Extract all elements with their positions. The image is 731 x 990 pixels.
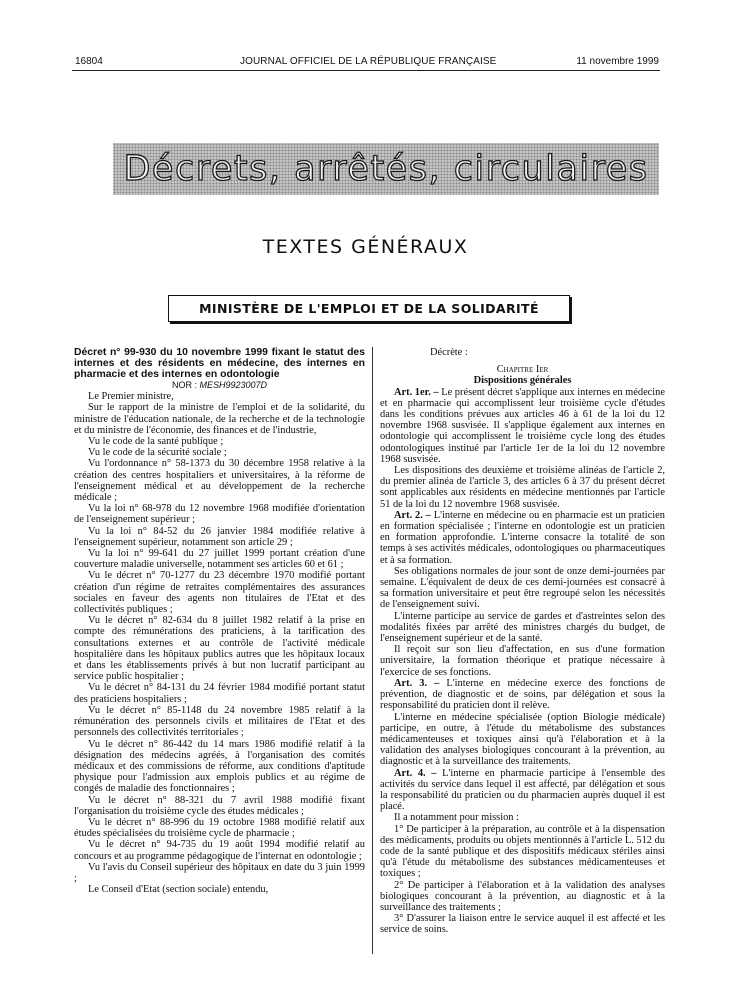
- article-text: L'interne participe au service de gardes et d'astreintes selon des modalités fixées par arrêté des ministres chargés du budget, de l'enseignement supérieur et de la santé.: [380, 610, 665, 645]
- article-number: Art. 4. –: [394, 767, 437, 779]
- article-paragraph: [380, 465, 665, 510]
- visa-paragraph: Vu la loi n° 84-52 du 26 janvier 1984 modifiée relative à l'enseignement supérieur, notamment son article 29 ;: [74, 525, 365, 548]
- issue-date: 11 novembre 1999: [576, 56, 659, 67]
- page-number: 16804: [75, 56, 103, 67]
- nor-reference: [74, 380, 365, 391]
- article-paragraph: [380, 880, 665, 914]
- article-text: L'interne en médecine exerce des fonctions de prévention, de diagnostic et de soins, par délégation et sous la responsabilité du praticien dont il relève.: [380, 677, 666, 712]
- visa-paragraph: Vu le décret n° 88-321 du 7 avril 1988 modifié fixant l'organisation du troisième cycle des études médicales ;: [74, 794, 365, 817]
- visa-paragraph: Vu l'avis du Conseil supérieur des hôpitaux en date du 3 juin 1999 ;: [74, 861, 365, 884]
- article-number: Art. 3. –: [394, 677, 440, 689]
- article-number: Art. 2. –: [394, 509, 431, 521]
- visa-paragraph: Le Conseil d'Etat (section sociale) entendu,: [88, 884, 269, 896]
- visa-paragraph: Vu le décret n° 82-634 du 8 juillet 1982 relatif à la prise en compte des rémunérations des praticiens, à la tarification des consultations externes et au contrôle de l'activité médicale hospitalière dans les hôpitaux publics autres que les hôpitaux locaux et dans les établissements privés à but non lucratif participant au service public hospitalier ;: [74, 615, 365, 683]
- article-text: 2° De participer à l'élaboration et à la validation des analyses biologiques concourant à la prévention, au diagnostic et à la surveillance des traitements ;: [380, 879, 665, 913]
- visa-paragraph: Le Premier ministre,: [88, 391, 174, 403]
- right-column: [380, 347, 665, 936]
- article-text: L'interne en médecine ou en pharmacie est un praticien en formation spécialisée ; l'interne en odontologie est un praticien en formation approfondie. L'interne consacre la totalité de son temps à ses activités médicales, odontologiques ou pharmaceutiques et à sa formation.: [380, 509, 665, 566]
- article-text: Les dispositions des deuxième et troisième alinéas de l'article 2, du premier alinéa de l'article 3, des articles 6 à 37 du présent décret sont applicables aux résidents en médecine mentionnés par l'article 51 de la loi du 12 novembre 1968 susvisée.: [380, 465, 665, 510]
- visa-paragraph: Vu le décret n° 84-131 du 24 février 1984 modifié portant statut des praticiens hospitaliers ;: [74, 682, 365, 705]
- decrete-line: Décrète :: [430, 347, 468, 358]
- article-paragraph: [380, 566, 665, 611]
- article-paragraph: [380, 611, 665, 645]
- visa-paragraph: Vu l'ordonnance n° 58-1373 du 30 décembre 1958 relative à la création des centres hospitaliers et universitaires, à la réforme de l'enseignement médical et au développement de la recherche médicale ;: [74, 458, 365, 504]
- visa-paragraph: Vu le décret n° 88-996 du 19 octobre 1988 modifié relatif aux études spécialisées du troisième cycle de pharmacie ;: [74, 816, 365, 840]
- visa-list: [74, 391, 365, 895]
- article-text: 1° De participer à la préparation, au contrôle et à la dispensation des médicaments, produits ou objets mentionnés à l'article L. 512 du code de la santé publique et des dispositifs médicaux stériles ainsi qu'à l'étude du métabolisme des substances médicamenteuses et toxiques ;: [380, 823, 665, 880]
- nor-code: MESH9923007D: [199, 380, 268, 390]
- column-divider: [372, 347, 373, 954]
- visa-paragraph: Vu le décret n° 70-1277 du 23 décembre 1970 modifié portant création d'un régime de retraites complémentaires des assurances sociales en faveur des agents non titulaires de l'Etat et des collectivités publiques ;: [74, 570, 365, 616]
- article-text: Le présent décret s'applique aux internes en médecine et en pharmacie qui accomplissent leur troisième cycle d'études dans les conditions prévues aux articles 46 à 61 de la loi du 12 novembre 1968 susvisée. Il s'applique également aux internes en odontologie qui accomplissent le troisième cycle long des études odontologiques institué par l'article 1er de la loi du 12 novembre 1968 susvisée.: [380, 386, 665, 465]
- visa-paragraph: Vu le décret n° 94-735 du 19 août 1994 modifié relatif au concours et au programme pédagogique de l'internat en odontologie ;: [74, 839, 365, 862]
- article-text: L'interne en médecine spécialisée (option Biologie médicale) participe, en outre, à l'étude du métabolisme des substances médicamenteuses et toxiques ainsi qu'à l'élaboration et à la validation des analyses biologiques concourant à la prévention, au diagnostic et à la surveillance des traitements.: [380, 711, 665, 768]
- banner-title: Décrets, arrêtés, circulaires: [123, 149, 649, 189]
- visa-paragraph: Vu le décret n° 86-442 du 14 mars 1986 modifié relatif à la désignation des médecins agréés, à l'organisation des comités médicaux et des commissions de réforme, aux conditions d'aptitude physique pour l'admission aux emplois publics et au régime de congés de maladie des fonctionnaires ;: [74, 738, 365, 795]
- article-text: Ses obligations normales de jour sont de onze demi-journées par semaine. L'équivalent de deux de ces demi-journées est consacré à sa formation universitaire et peut être regroupé selon les nécessités de l'enseignement suivi.: [380, 565, 665, 611]
- article-text: L'interne en pharmacie participe à l'ensemble des activités du service dans lequel il est affecté, par délégation et sous la responsabilité du praticien ou du pharmacien auprès duquel il est placé.: [380, 767, 665, 813]
- article-text: 3° D'assurer la liaison entre le service auquel il est affecté et les service de soins.: [380, 913, 665, 936]
- article-text: Il a notamment pour mission :: [394, 812, 519, 824]
- article-paragraph: [380, 812, 665, 823]
- page-header: [0, 56, 731, 70]
- article-paragraph: [380, 824, 665, 880]
- visa-paragraph: Vu le code de la sécurité sociale ;: [88, 447, 227, 459]
- decree-title: Décret n° 99-930 du 10 novembre 1999 fixant le statut des internes et des résidents en médecine, des internes en pharmacie et des internes en odontologie: [74, 347, 365, 380]
- article-paragraph: [380, 644, 665, 678]
- article-paragraph: [380, 387, 665, 465]
- article-paragraph: [380, 768, 665, 813]
- visa-paragraph: Vu la loi n° 68-978 du 12 novembre 1968 modifiée d'orientation de l'enseignement supérieur ;: [74, 503, 365, 526]
- ministry-name: MINISTÈRE DE L'EMPLOI ET DE LA SOLIDARITÉ: [199, 301, 539, 316]
- section-banner: [113, 143, 659, 195]
- chapter-title: Dispositions générales: [473, 375, 572, 387]
- article-paragraph: [380, 712, 665, 768]
- article-paragraph: [380, 913, 665, 935]
- ministry-box: [168, 295, 570, 322]
- article-number: Art. 1er. –: [394, 386, 439, 398]
- visa-paragraph: Sur le rapport de la ministre de l'emploi et de la solidarité, du ministre de l'éducation nationale, de la recherche et de la technologie et du ministre de l'économie, des finances et de l'industrie,: [74, 402, 365, 436]
- journal-title: JOURNAL OFFICIEL DE LA RÉPUBLIQUE FRANÇAISE: [240, 56, 497, 67]
- article-paragraph: [380, 678, 665, 712]
- chapter-heading: Chapitre Ier: [496, 364, 549, 376]
- visa-paragraph: Vu le code de la santé publique ;: [88, 436, 224, 448]
- article-text: Il reçoit sur son lieu d'affectation, en sus d'une formation universitaire, la formation théorique et pratique nécessaire à l'exercice de ses fonctions.: [380, 644, 665, 678]
- visa-paragraph: Vu le décret n° 85-1148 du 24 novembre 1985 relatif à la rémunération des personnels civils et militaires de l'Etat et des personnels des collectivités territoriales ;: [74, 704, 365, 739]
- article-paragraph: [380, 510, 665, 566]
- section-title: TEXTES GÉNÉRAUX: [262, 236, 469, 258]
- header-rule: [72, 70, 660, 71]
- articles: [380, 387, 665, 936]
- left-column: [74, 347, 365, 895]
- nor-label: NOR :: [171, 380, 197, 390]
- visa-paragraph: Vu la loi n° 99-641 du 27 juillet 1999 portant création d'une couverture maladie universelle, notamment ses articles 60 et 61 ;: [74, 548, 365, 571]
